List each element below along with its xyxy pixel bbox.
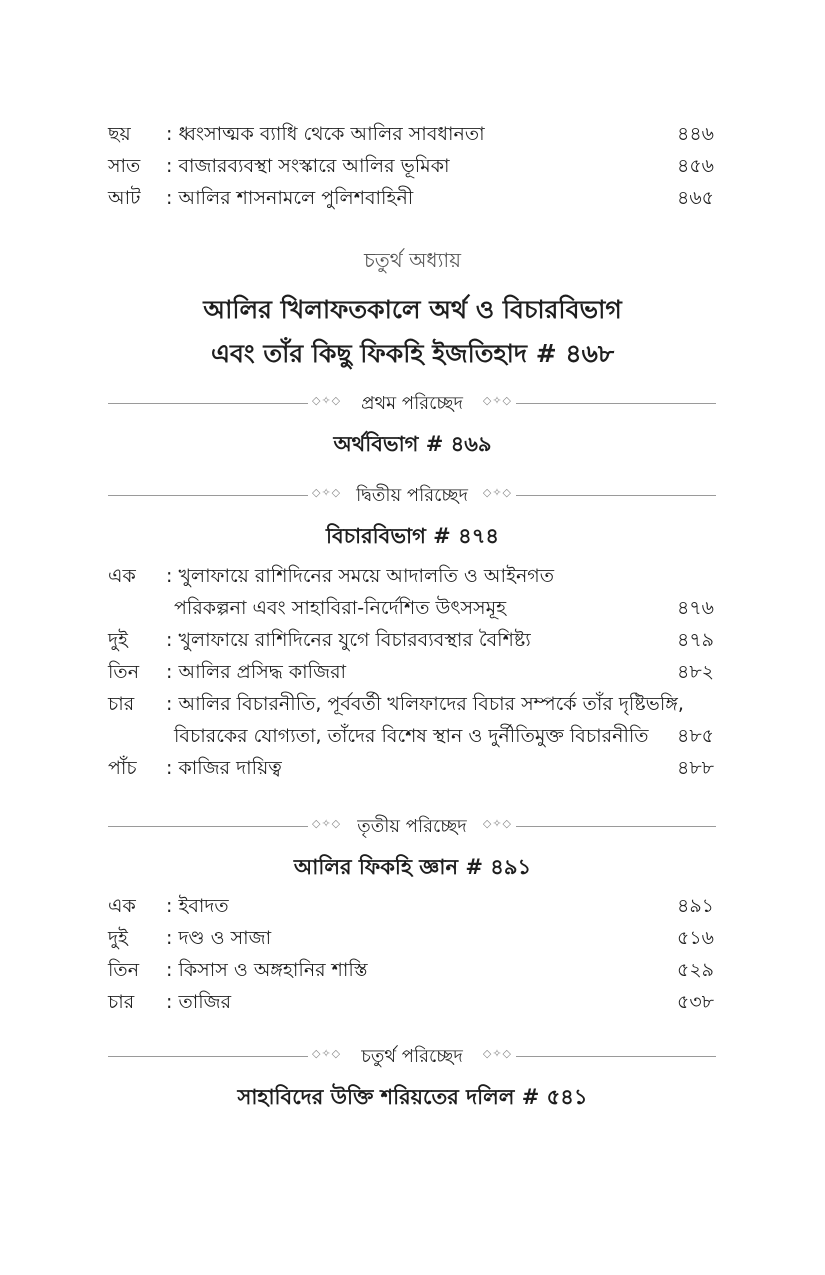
section-divider: [108, 1042, 716, 1072]
section-divider: [108, 389, 716, 419]
entry-title: : খুলাফায়ে রাশিদিনের যুগে বিচারব্যবস্থার বৈশিষ্ট্য: [166, 629, 531, 651]
entry-number: আট: [108, 187, 141, 209]
entry-page-number: ৪৮৮: [677, 757, 714, 779]
entry-number: তিন: [108, 661, 140, 683]
entry-title: : দণ্ড ও সাজা: [166, 927, 272, 949]
entry-number: দুই: [108, 629, 128, 651]
entry-page-number: ৪৫৬: [676, 155, 714, 177]
entry-page-number: ৪৭৯: [676, 629, 714, 651]
divider-rule-right: [516, 1056, 716, 1057]
section-label: চতুর্থ পরিচ্ছেদ: [361, 1046, 463, 1067]
section-divider: [108, 812, 716, 842]
entry-page-number: ৫২৯: [676, 959, 714, 981]
entry-title: : খুলাফায়ে রাশিদিনের সময়ে আদালতি ও আইনগত: [166, 565, 554, 587]
entry-page-number: ৫১৬: [676, 927, 714, 949]
ornament-icon: ◇✧◇: [312, 1047, 342, 1060]
entry-title: : ইবাদত: [166, 895, 229, 917]
section-label: তৃতীয় পরিচ্ছেদ: [357, 816, 467, 837]
chapter-title-line-1: আলির খিলাফতকালে অর্থ ও বিচারবিভাগ: [203, 295, 622, 324]
entry-number: সাত: [108, 155, 141, 177]
entry-number: চার: [108, 693, 135, 715]
entry-title-continued: বিচারকের যোগ্যতা, তাঁদের বিশেষ স্থান ও দুর্নীতিমুক্ত বিচারনীতি: [174, 725, 649, 747]
entry-number: ছয়: [108, 123, 131, 145]
divider-rule-right: [516, 826, 716, 827]
ornament-icon: ◇✧◇: [312, 394, 342, 407]
ornament-icon: ◇✧◇: [312, 486, 342, 499]
entry-number: তিন: [108, 959, 140, 981]
ornament-icon: ◇✧◇: [482, 1047, 512, 1060]
chapter-label: চতুর্থ অধ্যায়: [363, 248, 462, 272]
ornament-icon: ◇✧◇: [482, 817, 512, 830]
entry-title: : আলির বিচারনীতি, পূর্ববর্তী খলিফাদের বিচার সম্পর্কে তাঁর দৃষ্টিভঙ্গি,: [166, 693, 684, 715]
entry-page-number: ৪৮২: [676, 661, 714, 683]
entry-title: : ধ্বংসাত্মক ব্যাধি থেকে আলির সাবধানতা: [166, 123, 485, 145]
entry-number: এক: [108, 565, 136, 587]
entry-title: : তাজির: [166, 991, 232, 1013]
entry-page-number: ৪৮৫: [677, 725, 714, 747]
section-title: আলির ফিকহি জ্ঞান # ৪৯১: [293, 855, 532, 879]
section-title: অর্থবিভাগ # ৪৬৯: [333, 432, 492, 456]
entry-title: : আলির শাসনামলে পুলিশবাহিনী: [166, 187, 414, 209]
section-label: দ্বিতীয় পরিচ্ছেদ: [356, 485, 468, 506]
divider-rule-right: [516, 495, 716, 496]
section-title: সাহাবিদের উক্তি শরিয়তের দলিল # ৫৪১: [237, 1085, 588, 1109]
entry-number: দুই: [108, 927, 128, 949]
entry-title-continued: পরিকল্পনা এবং সাহাবিরা-নির্দেশিত উৎসসমূহ: [174, 597, 507, 619]
entry-title: : কাজির দায়িত্ব: [166, 757, 282, 779]
entry-page-number: ৫৩৮: [676, 991, 714, 1013]
entry-page-number: ৪৭৬: [676, 597, 714, 619]
entry-title: : বাজারব্যবস্থা সংস্কারে আলির ভূমিকা: [166, 155, 450, 177]
entry-title: : কিসাস ও অঙ্গহানির শাস্তি: [166, 959, 368, 981]
ornament-icon: ◇✧◇: [482, 394, 512, 407]
ornament-icon: ◇✧◇: [312, 817, 342, 830]
entry-title: : আলির প্রসিদ্ধ কাজিরা: [166, 661, 347, 683]
entry-number: এক: [108, 895, 136, 917]
ornament-icon: ◇✧◇: [482, 486, 512, 499]
entry-page-number: ৪৬৫: [676, 187, 714, 209]
divider-rule-right: [516, 403, 716, 404]
entry-number: চার: [108, 991, 135, 1013]
section-title: বিচারবিভাগ # ৪৭৪: [326, 524, 499, 548]
entry-number: পাঁচ: [108, 757, 137, 779]
chapter-title-line-2: এবং তাঁর কিছু ফিকহি ইজতিহাদ # ৪৬৮: [210, 339, 615, 368]
section-label: প্রথম পরিচ্ছেদ: [361, 393, 463, 414]
section-divider: [108, 481, 716, 511]
entry-page-number: ৪৪৬: [676, 123, 714, 145]
entry-page-number: ৪৯১: [677, 895, 714, 917]
